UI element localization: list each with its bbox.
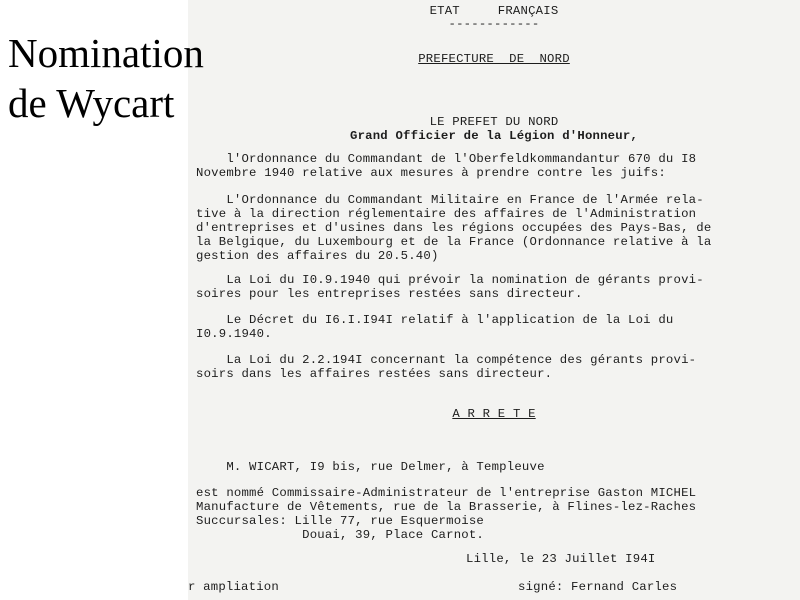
appointment-line: Douai, 39, Place Carnot. [196, 528, 485, 542]
considerant-line: tive à la direction réglementaire des affaires de l'Administration [196, 207, 697, 221]
slide-title [8, 28, 258, 128]
date-line: Lille, le 23 Juillet I94I [466, 552, 656, 566]
considerant-line: l'Ordonnance du Commandant de l'Oberfeldkommandantur 670 du I8 [196, 152, 697, 166]
prefet-subtitle: Grand Officier de la Légion d'Honneur, [349, 129, 638, 143]
signature-line: signé: Fernand Carles [518, 580, 678, 594]
appointment-line: est nommé Commissaire-Administrateur de l'entreprise Gaston MICHEL [196, 486, 697, 500]
considerant-line: soires pour les entreprises restées sans directeur. [196, 287, 583, 301]
nominee-line: M. WICART, I9 bis, rue Delmer, à Templeuve [196, 460, 545, 474]
header-dashes: ------------ [448, 17, 540, 31]
ampliation-line: r ampliation [188, 580, 279, 594]
header-prefecture: PREFECTURE DE NORD [418, 52, 570, 66]
slide-title-line-1: Nomination [8, 30, 204, 76]
considerant-line: d'entreprises et d'usines dans les régions occupées des Pays-Bas, de [196, 221, 712, 235]
considerant-line: gestion des affaires du 20.5.40) [196, 249, 439, 263]
header-state: ETAT FRANÇAIS [429, 4, 559, 18]
considerant-line: Novembre 1940 relative aux mesures à prendre contre les juifs: [196, 166, 666, 180]
prefet-title: LE PREFET DU NORD [429, 115, 559, 129]
considerant-line: L'Ordonnance du Commandant Militaire en France de l'Armée rela- [196, 193, 704, 207]
scanned-decree-document [188, 0, 800, 600]
slide-title-line-2: de Wycart [8, 80, 175, 126]
considerant-line: soirs dans les affaires restées sans directeur. [196, 367, 553, 381]
arrete-heading: A R R E T E [452, 407, 536, 421]
considerant-line: La Loi du I0.9.1940 qui prévoir la nomination de gérants provi- [196, 273, 704, 287]
considerant-line: I0.9.1940. [196, 327, 272, 341]
considerant-line: La Loi du 2.2.194I concernant la compétence des gérants provi- [196, 353, 697, 367]
appointment-line: Succursales: Lille 77, rue Esquermoise [196, 514, 485, 528]
appointment-line: Manufacture de Vêtements, rue de la Brasserie, à Flines-lez-Raches [196, 500, 697, 514]
considerant-line: Le Décret du I6.I.I94I relatif à l'application de la Loi du [196, 313, 674, 327]
considerant-line: la Belgique, du Luxembourg et de la France (Ordonnance relative à la [196, 235, 712, 249]
